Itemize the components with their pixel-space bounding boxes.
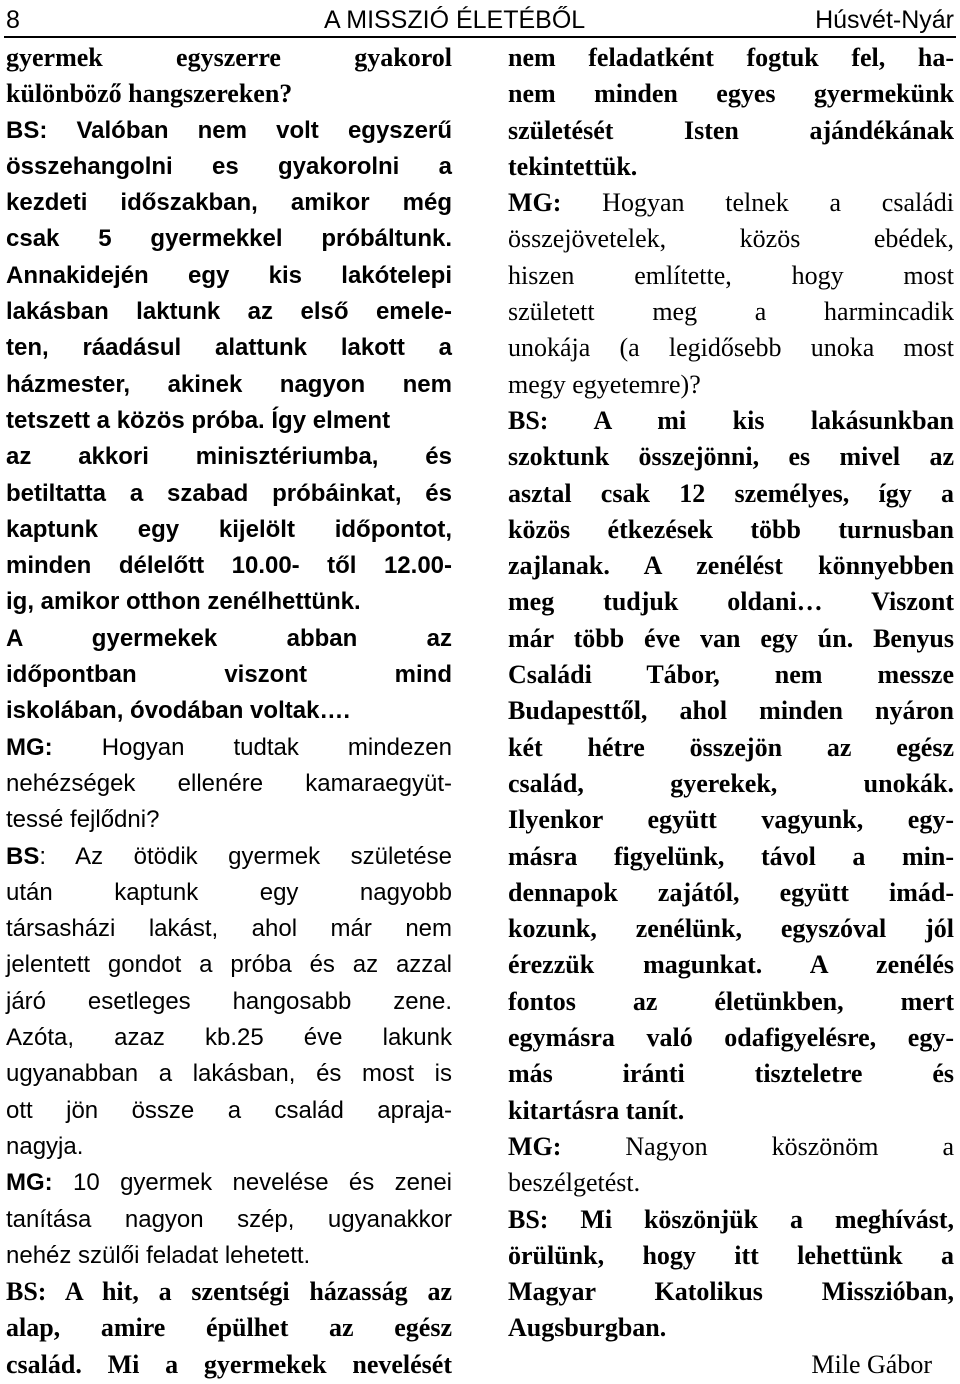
text-line: örülünk, hogy itt lehettünk a <box>508 1240 954 1270</box>
text-line: szoktunk összejönni, es mivel az <box>508 442 954 472</box>
text-line: gyermek egyszerre gyakorol <box>6 43 452 72</box>
running-header <box>0 3 960 37</box>
text-line: tanítása nagyon szép, ugyanakkor <box>6 1205 452 1233</box>
text-line: A gyermekek abban az <box>6 624 452 652</box>
speaker-tag: MG: <box>6 1169 53 1197</box>
text-line: fontos az életünkben, mert <box>508 986 954 1016</box>
text-line: járó esetleges hangosabb zene. <box>6 987 452 1015</box>
text-line: Augsburgban. <box>508 1313 667 1343</box>
text-line: különböző hangszereken? <box>6 79 293 109</box>
text-line: ugyanabban a lakásban, és most is <box>6 1060 452 1088</box>
text-line: csak 5 gyermekkel próbáltunk. <box>6 225 452 253</box>
text-line: már több éve van egy ún. Benyus <box>508 623 954 653</box>
author-signature: Mile Gábor <box>811 1349 932 1379</box>
section-title: A MISSZIÓ ÉLETÉBŐL <box>324 6 586 34</box>
text-line: érezzük magunkat. A zenélés <box>508 950 954 980</box>
text-line: iskolában, óvodában voltak…. <box>6 697 351 725</box>
text-line: jelentett gondot a próba és az azzal <box>6 951 452 979</box>
text-line: minden délelőtt 10.00- től 12.00- <box>6 552 452 580</box>
text-line: után kaptunk egy nagyobb <box>6 878 452 906</box>
text-line: MG: Hogyan telnek a családi <box>508 188 954 218</box>
text-line: zajlanak. A zenélést könnyebben <box>508 551 954 581</box>
text-line: összehangolni es gyakorolni a <box>6 152 452 180</box>
text-line: az akkori minisztériumba, és <box>6 443 452 471</box>
text-line: nehéz szülői feladat lehetett. <box>6 1241 311 1269</box>
text-line: BS: A hit, a szentségi házasság az <box>6 1277 452 1307</box>
text-line: betiltatta a szabad próbáinkat, és <box>6 479 452 507</box>
text-line: hiszen említette, hogy most <box>508 260 954 290</box>
speaker-tag: MG: <box>508 188 562 218</box>
text-line: család. Mi a gyermekek nevelését <box>6 1349 452 1379</box>
text-line: társasházi lakást, ahol már nem <box>6 915 452 943</box>
text-line: tessé fejlődni? <box>6 806 160 834</box>
right-column <box>508 40 954 1383</box>
text-line: ten, ráadásul alattunk lakott a <box>6 334 452 362</box>
text-line: megy egyetemre)? <box>508 369 701 399</box>
text-line: időpontban viszont mind <box>6 661 452 689</box>
text-line: meg tudjuk oldani… Viszont <box>508 587 954 617</box>
speaker-tag: MG: <box>508 1131 562 1161</box>
text-line: MG: Hogyan tudtak mindezen <box>6 733 452 761</box>
text-line: születését Isten ajándékának <box>508 115 954 145</box>
left-column <box>6 40 452 1383</box>
text-line: kozunk, zenélünk, egyszóval jól <box>508 914 954 944</box>
text-line: kaptunk egy kijelölt időpontot, <box>6 515 452 543</box>
text-line: kezdeti időszakban, amikor még <box>6 189 452 217</box>
text-line: más iránti tiszteletre és <box>508 1059 954 1089</box>
header-rule <box>4 36 956 38</box>
text-line: nem feladatként fogtuk fel, ha- <box>508 43 954 72</box>
text-line: MG: Nagyon köszönöm a <box>508 1131 954 1161</box>
text-line: összejövetelek, közös ebédek, <box>508 224 954 254</box>
text-line: család, gyerekek, unokák. <box>508 768 954 798</box>
text-line: beszélgetést. <box>508 1168 641 1198</box>
text-line: dennapok zajától, együtt imád- <box>508 877 954 907</box>
text-line: tetszett a közös próba. Így elment <box>6 406 391 434</box>
speaker-tag: BS <box>6 842 40 870</box>
text-line: MG: 10 gyermek nevelése és zenei <box>6 1169 452 1197</box>
text-line: két hétre összejön az egész <box>508 732 954 762</box>
issue-label: Húsvét-Nyár <box>815 6 954 34</box>
speaker-tag: MG: <box>6 733 53 761</box>
page-number: 8 <box>6 6 20 34</box>
text-line: ott jön össze a család apraja- <box>6 1096 452 1124</box>
text-line: Magyar Katolikus Misszióban, <box>508 1277 954 1307</box>
text-line: alap, amire épülhet az egész <box>6 1313 452 1343</box>
text-line: másra figyelünk, távol a min- <box>508 841 954 871</box>
text-line: nem minden egyes gyermekünk <box>508 79 954 109</box>
text-line: unokája (a legidősebb unoka most <box>508 333 954 363</box>
text-line: Családi Tábor, nem messze <box>508 660 954 690</box>
text-line: Ilyenkor együtt vagyunk, egy- <box>508 805 954 835</box>
text-line: Annakidején egy kis lakótelepi <box>6 261 452 289</box>
text-line: lakásban laktunk az első emele- <box>6 298 452 326</box>
text-line: kitartásra tanít. <box>508 1095 685 1125</box>
text-line: BS: Az ötödik gyermek születése <box>6 842 452 870</box>
text-line: ig, amikor otthon zenélhettünk. <box>6 588 361 616</box>
text-line: asztal csak 12 személyes, így a <box>508 478 954 508</box>
text-line: nagyja. <box>6 1132 84 1160</box>
text-line: született meg a harmincadik <box>508 297 954 327</box>
text-line: közös étkezések több turnusban <box>508 514 954 544</box>
text-line: BS: Valóban nem volt egyszerű <box>6 116 452 144</box>
text-line: nehézségek ellenére kamaraegyüt- <box>6 769 452 797</box>
text-line: Azóta, azaz kb.25 éve lakunk <box>6 1024 452 1052</box>
text-line: egymásra való odafigyelésre, egy- <box>508 1023 954 1053</box>
text-line: BS: Mi köszönjük a meghívást, <box>508 1204 954 1234</box>
text-line: Budapesttől, ahol minden nyáron <box>508 696 954 726</box>
text-line: BS: A mi kis lakásunkban <box>508 405 954 435</box>
text-line: tekintettük. <box>508 151 638 181</box>
text-line: házmester, akinek nagyon nem <box>6 370 452 398</box>
